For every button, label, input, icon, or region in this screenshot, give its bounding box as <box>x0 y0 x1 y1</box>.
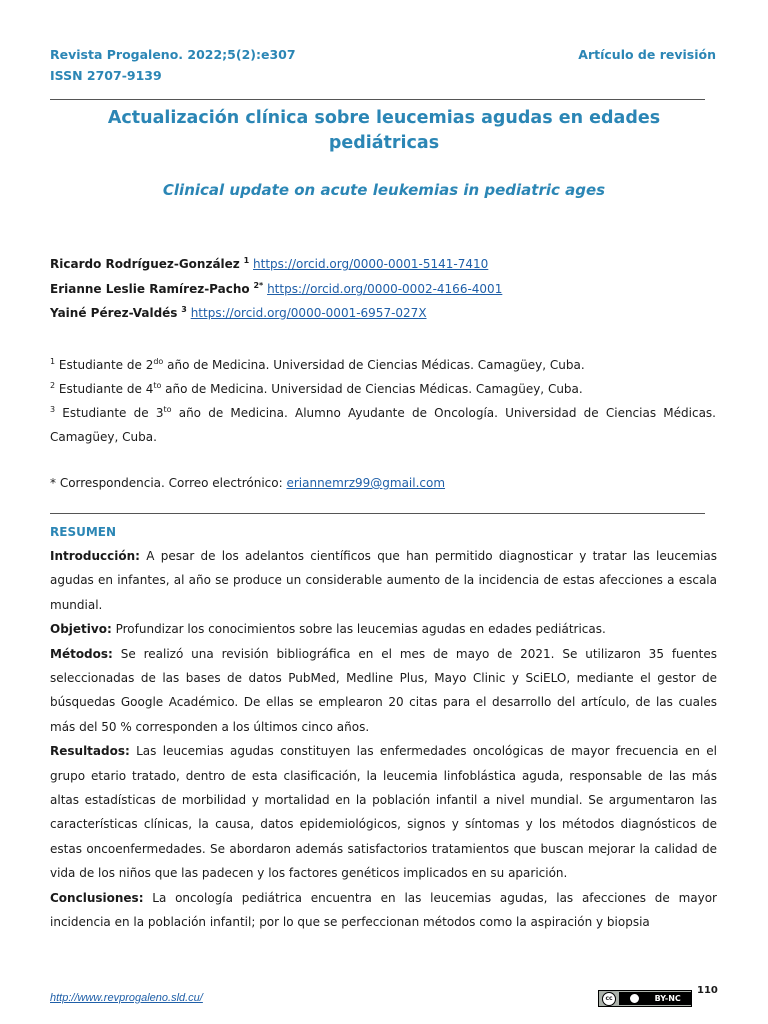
affiliation-post: año de Medicina. Universidad de Ciencias Médicas. Camagüey, Cuba. <box>161 382 583 396</box>
abstract-objective <box>50 617 717 641</box>
affiliation-2 <box>50 374 716 401</box>
license-badge[interactable] <box>598 990 692 1007</box>
orcid-link[interactable]: https://orcid.org/0000-0001-5141-7410 <box>253 257 489 271</box>
section-label: Conclusiones: <box>50 890 144 905</box>
affiliation-ord: do <box>153 357 164 366</box>
author-name: Ricardo Rodríguez-González <box>50 257 240 271</box>
page-number: 110 <box>697 985 718 996</box>
affiliation-num: 1 <box>50 357 56 366</box>
header-rule <box>50 99 705 100</box>
section-label: Objetivo: <box>50 622 112 637</box>
section-rule <box>50 513 705 514</box>
license-text: BY-NC <box>654 994 681 1003</box>
orcid-link[interactable]: https://orcid.org/0000-0002-4166-4001 <box>267 282 503 296</box>
correspondence <box>50 476 445 490</box>
orcid-link[interactable]: https://orcid.org/0000-0001-6957-027X <box>190 306 427 320</box>
section-text: La oncología pediátrica encuentra en las leucemias agudas, las afecciones de mayor incidencia en la población infantil; por lo que se perfeccionan métodos como la aspiración y biopsia <box>50 890 717 930</box>
author-name: Yainé Pérez-Valdés <box>50 306 178 320</box>
affiliation-ord: to <box>163 405 172 414</box>
affiliation-num: 2 <box>50 381 56 390</box>
attribution-icon <box>629 993 640 1004</box>
affiliation-post: año de Medicina. Universidad de Ciencias Médicas. Camagüey, Cuba. <box>163 358 585 372</box>
correspondence-label: * Correspondencia. Correo electrónico: <box>50 476 283 490</box>
cc-icon: cc <box>602 992 616 1006</box>
abstract-methods <box>50 642 717 740</box>
abstract-heading: RESUMEN <box>50 525 117 539</box>
affiliation-pre: Estudiante de 2 <box>58 358 154 372</box>
affiliation-pre: Estudiante de 3 <box>62 406 164 420</box>
author-sup: 3 <box>181 305 187 314</box>
abstract-conclusions <box>50 886 717 935</box>
abstract-introduction <box>50 544 717 617</box>
section-label: Resultados: <box>50 744 130 759</box>
article-title: Actualización clínica sobre leucemias agudas en edades pediátricas <box>107 108 661 153</box>
abstract-results <box>50 739 717 885</box>
section-label: Introducción: <box>50 549 140 563</box>
affiliation-post: año de Medicina. Alumno Ayudante de Oncología. Universidad de Ciencias Médicas. Camagüey, Cuba. <box>50 406 716 444</box>
author-sup: 2* <box>253 281 264 290</box>
author-name: Erianne Leslie Ramírez-Pacho <box>50 282 250 296</box>
email-link[interactable]: eriannemrz99@gmail.com <box>286 476 446 490</box>
section-text: Las leucemias agudas constituyen las enfermedades oncológicas de mayor frecuencia en el grupo etario tratado, dentro de esta clasificación, la leucemia linfoblástica aguda, responsable de las más altas estadísticas de morbilidad y mortalidad en la población infantil a nivel mundial. Se argumentaron las características clínicas, la causa, datos epidemiológicos, signos y síntomas y los métodos diagnósticos de estas oncoenfermedades. Se abordaron además satisfactorios tratamientos que buscan mejorar la calidad de vida de los niños que las padecen y los factores genéticos implicados en su aparición. <box>50 744 717 881</box>
author-2 <box>50 281 502 296</box>
affiliation-pre: Estudiante de 4 <box>58 382 154 396</box>
section-label: Métodos: <box>50 646 113 661</box>
license-label <box>619 992 691 1005</box>
abstract-body <box>50 544 717 935</box>
affiliation-1 <box>50 350 716 377</box>
affiliation-3 <box>50 398 716 449</box>
issn: ISSN 2707-9139 <box>50 68 162 83</box>
author-3 <box>50 305 427 320</box>
author-1 <box>50 256 488 271</box>
section-text: Se realizó una revisión bibliográfica en el mes de mayo de 2021. Se utilizaron 35 fuentes seleccionadas de las bases de datos PubMed, Medline Plus, Mayo Clinic y SciELO, mediante el gestor de búsquedas Google Académico. De ellas se emplearon 20 citas para el desarrollo del artículo, de las cuales más del 50 % corresponden a los últimos cinco años. <box>50 646 717 734</box>
author-sup: 1 <box>243 256 250 265</box>
section-text: Profundizar los conocimientos sobre las leucemias agudas en edades pediátricas. <box>115 622 606 637</box>
affiliation-ord: to <box>153 381 162 390</box>
journal-url-link[interactable]: http://www.revprogaleno.sld.cu/ <box>50 992 203 1004</box>
article-type: Artículo de revisión <box>578 47 716 62</box>
section-text: A pesar de los adelantos científicos que han permitido diagnosticar y tratar las leucemias agudas en infantes, al año se produce un considerable aumento de la incidencia de estas afecciones a escala mundial. <box>50 549 717 612</box>
journal-citation: Revista Progaleno. 2022;5(2):e307 <box>50 47 296 62</box>
article-subtitle: Clinical update on acute leukemias in pediatric ages <box>162 181 606 199</box>
affiliation-num: 3 <box>50 405 56 414</box>
